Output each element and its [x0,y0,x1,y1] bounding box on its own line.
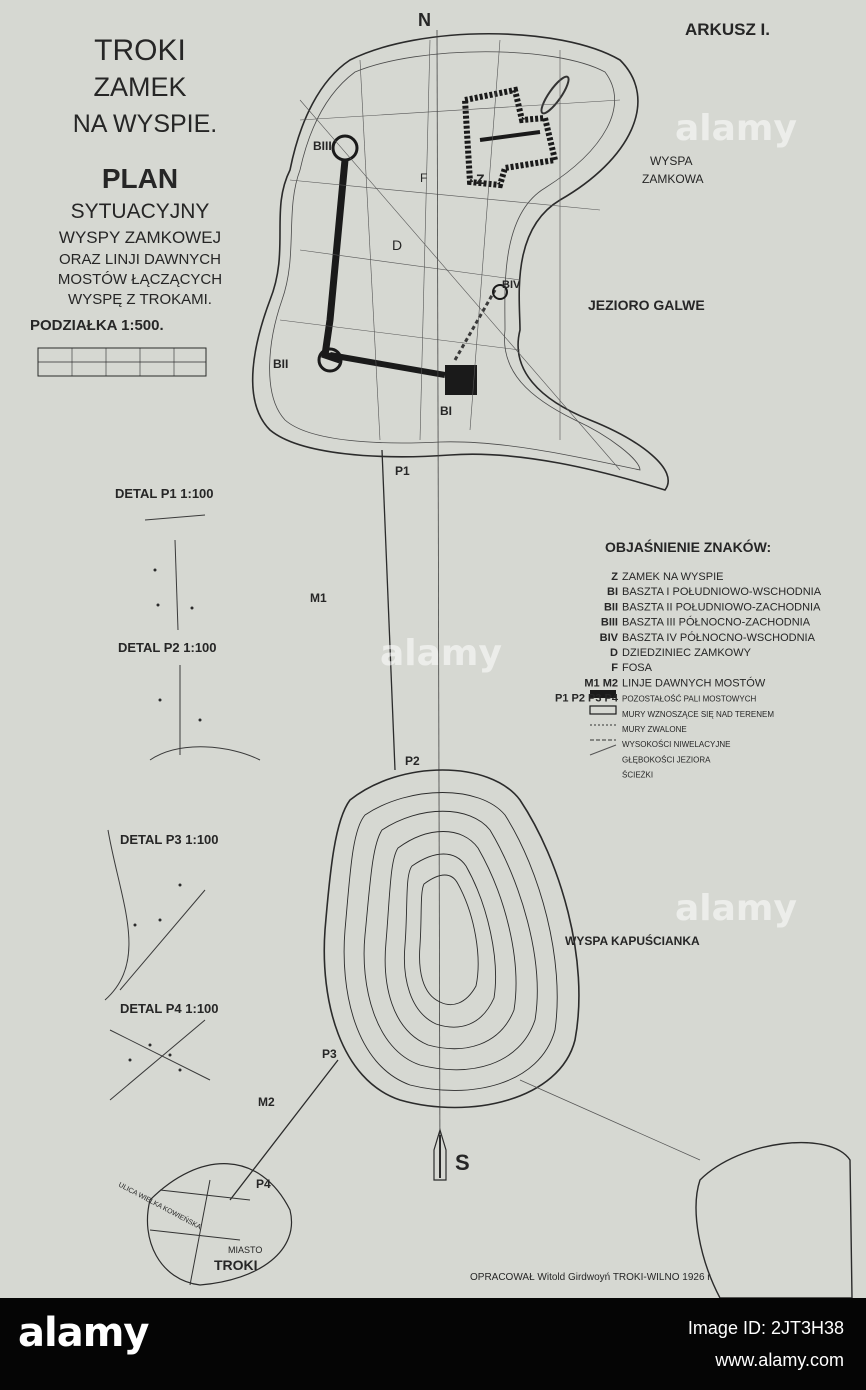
legend-symbol-label: BII [603,601,618,614]
legend-item-text: MURY ZWALONE [622,725,687,734]
troki-town-label: TROKI [214,1257,258,1273]
legend-item-text: ZAMEK NA WYSPIE [622,571,724,583]
legend-item-text: GŁĘBOKOŚCI JEZIORA [622,755,711,765]
street-label: ULICA WIELKA KOWIEŃSKA [117,1181,203,1232]
detail-p2-label: DETAL P2 1:100 [118,640,217,655]
south-curtain-wall [330,355,445,375]
label-p1: P1 [395,464,410,478]
watermark-layer [380,108,797,929]
legend-item-text: BASZTA II POŁUDNIOWO-ZACHODNIA [622,601,821,614]
credit-label: OPRACOWAŁ Witold Girdwoyń TROKI-WILNO 1926 r. [470,1272,713,1283]
label-p3: P3 [322,1047,337,1061]
label-p2: P2 [405,754,420,768]
legend-item-text: FOSA [622,662,652,675]
north-south-axis [437,30,440,1170]
bridge-line-m1 [382,450,395,770]
east-wall-ruined [455,290,495,360]
legend-item-text: WYSOKOŚCI NIWELACYJNE [622,740,731,750]
detail-p3-drawing [105,830,205,1000]
alamy-logo[interactable]: alamy [18,1310,149,1356]
watermark: alamy [380,633,502,674]
legend-symbol-label: BIV [599,631,618,644]
label-m1: M1 [310,591,327,605]
detail-p4-label: DETAL P4 1:100 [120,1001,219,1016]
legend-symbol-label: BIII [600,616,618,629]
legend-item-text: MURY WZNOSZĄCE SIĘ NAD TERENEM [622,709,775,719]
detail-p3-label: DETAL P3 1:100 [120,832,219,847]
castle-island-outline [253,34,669,490]
label-b2: BII [273,357,289,371]
east-shore-outline [696,1143,852,1298]
legend-symbol-label: Z [611,571,618,583]
subtitle-line-1: PLAN [101,163,179,194]
legend-symbol-paths [590,745,616,755]
legend-symbol-label: P1 P2 P3 P4 [555,692,618,705]
kapuscianka-contours [324,770,579,1108]
jezioro-label: JEZIORO GALWE [588,297,705,313]
scale-bar [38,348,206,376]
subtitle-line-5: MOSTÓW ŁĄCZĄCYCH [57,271,223,288]
title-line-2: ZAMEK [93,72,187,102]
castle-island-inner-outline [270,52,640,470]
image-id: Image ID: 2JT3H38 [687,1318,844,1338]
survey-line-east [520,1080,700,1160]
legend-title: OBJAŚNIENIE ZNAKÓW: [605,539,772,555]
kapuscianka-label: WYSPA KAPUŚCIANKA [565,934,700,948]
legend-symbol-label: D [610,647,618,659]
label-p4: P4 [256,1177,271,1191]
detail-p2-drawing [150,665,260,760]
detail-p1-drawing [145,515,205,630]
scale-label: PODZIAŁKA 1:500. [30,317,164,334]
label-d: D [392,237,403,253]
legend-item-text: BASZTA III PÓŁNOCNO-ZACHODNIA [622,616,811,629]
castle-inner-wall [480,132,540,140]
legend-item-text: POZOSTAŁOŚĆ PALI MOSTOWYCH [622,694,757,704]
label-b1: BI [440,404,452,418]
subtitle-line-2: SYTUACYJNY [70,200,210,223]
tower-b1 [445,365,477,395]
wyspa-zamkowa-label-1: WYSPA [650,154,693,168]
label-m2: M2 [258,1095,275,1109]
legend-symbol-label: BI [607,586,618,599]
legend-item-text: BASZTA I POŁUDNIOWO-WSCHODNIA [622,586,822,599]
label-b4: BIV [502,279,521,291]
bridge-line-m2 [230,1060,338,1200]
subtitle-line-4: ORAZ LINJI DAWNYCH [59,251,221,268]
title-line-3: NA WYSPIE. [72,110,218,138]
legend-item-text: DZIEDZINIEC ZAMKOWY [622,647,751,659]
label-z: Z [476,171,485,187]
legend-item-text: BASZTA IV PÓŁNOCNO-WSCHODNIA [622,631,815,644]
site-url[interactable]: www.alamy.com [715,1350,844,1370]
legend-item-text: ŚCIEŻKI [622,770,654,780]
stock-footer [0,1298,866,1390]
title-line-1: TROKI [94,34,186,67]
watermark: alamy [675,888,797,929]
legend-symbol-fallen-walls [590,706,616,714]
moat-boat-shape [537,74,572,117]
wyspa-zamkowa-label-2: ZAMKOWA [642,172,704,186]
legend-symbol-label: F [611,662,618,675]
watermark: alamy [675,108,797,149]
south-label: S [455,1150,470,1175]
miasto-label: MIASTO [228,1245,263,1255]
west-curtain-wall [325,160,345,360]
detail-p4-drawing [110,1020,210,1100]
subtitle-line-3: WYSPY ZAMKOWEJ [58,228,222,247]
legend-symbol-label: M1 M2 [584,677,618,690]
label-b3: BIII [313,139,332,153]
north-label: N [418,10,431,30]
subtitle-line-6: WYSPĘ Z TROKAMI. [68,291,212,308]
sheet-label: ARKUSZ I. [685,20,770,39]
detail-p1-label: DETAL P1 1:100 [115,486,214,501]
legend [555,538,822,780]
legend-item-text: LINJE DAWNYCH MOSTÓW [622,677,766,690]
label-f: F [420,171,428,185]
tower-b3 [333,136,357,160]
